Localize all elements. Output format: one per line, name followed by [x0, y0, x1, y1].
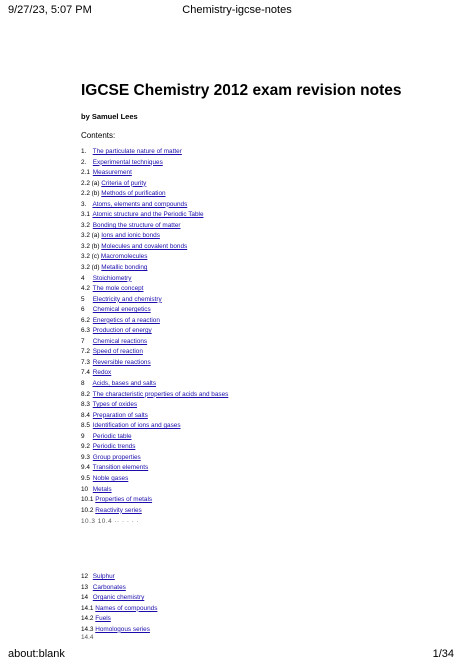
toc-item — [81, 274, 441, 285]
toc-item — [81, 400, 441, 411]
toc-item — [81, 453, 441, 464]
toc-item-number: 8.4 — [81, 411, 90, 419]
toc-item — [81, 506, 441, 517]
toc-item-number: 5 — [81, 295, 85, 303]
toc-item-link[interactable]: Bonding the structure of matter — [92, 221, 181, 229]
toc-item-link[interactable]: Transition elements — [92, 464, 149, 472]
toc-item-number: 9.3 — [81, 453, 90, 461]
toc-item-number: 4.2 — [81, 285, 90, 293]
toc-item — [81, 463, 441, 474]
toc-item-link[interactable]: Redox — [92, 369, 112, 377]
toc-item-link[interactable]: The mole concept — [92, 285, 144, 293]
toc-item-number: 2.2 (b) — [81, 190, 100, 198]
toc-item-number: 8.3 — [81, 401, 90, 409]
toc-item-link[interactable]: Reversible reactions — [92, 358, 151, 366]
toc-item-number: 1. — [81, 148, 87, 155]
table-of-contents-continued — [81, 572, 441, 635]
contents-heading: Contents: — [81, 131, 116, 140]
print-url: about:blank — [8, 648, 65, 660]
table-of-contents — [81, 147, 441, 516]
toc-item-number: 3.2 (b) — [81, 242, 100, 250]
toc-item-link[interactable]: Preparation of salts — [92, 411, 148, 419]
toc-item-number: 3. — [81, 200, 87, 208]
page-title: IGCSE Chemistry 2012 exam revision notes — [81, 82, 402, 99]
toc-item-number: 14.1 — [81, 604, 94, 612]
toc-item — [81, 337, 441, 348]
toc-item-number: 9.5 — [81, 474, 90, 482]
toc-item — [81, 305, 441, 316]
toc-item-link[interactable]: Group properties — [92, 453, 141, 461]
toc-item-number: 8 — [81, 380, 85, 388]
toc-item-number: 3.2 — [81, 221, 90, 229]
toc-item-link[interactable]: Criteria of purity — [101, 179, 147, 187]
toc-item — [81, 242, 441, 253]
toc-item-number: 6.3 — [81, 327, 90, 335]
toc-item-number: 2.1 — [81, 169, 90, 177]
toc-item — [81, 295, 441, 306]
toc-item — [81, 189, 441, 200]
toc-item-number: 14.2 — [81, 615, 94, 623]
toc-item — [81, 221, 441, 232]
toc-item — [81, 210, 441, 221]
toc-item-link[interactable]: Sulphur — [92, 573, 115, 580]
toc-item-number: 2. — [81, 158, 87, 166]
toc-item — [81, 358, 441, 369]
toc-item-number: 9.2 — [81, 443, 90, 451]
toc-item-link[interactable]: Molecules and covalent bonds — [101, 242, 188, 250]
toc-item-link[interactable]: Fuels — [95, 615, 111, 623]
toc-item-number: 4 — [81, 274, 85, 282]
toc-item-link[interactable]: Production of energy — [92, 327, 152, 335]
toc-item-link[interactable]: Measurement — [92, 169, 132, 177]
toc-item-number: 13 — [81, 583, 89, 591]
toc-item-link[interactable]: Macromolecules — [100, 253, 148, 261]
toc-item-link[interactable]: Reactivity series — [95, 506, 142, 514]
toc-item-number: 8.2 — [81, 390, 90, 398]
toc-item-number: 3.1 — [81, 211, 90, 219]
toc-item-link[interactable]: Periodic table — [92, 432, 132, 440]
toc-item — [81, 179, 441, 190]
toc-item — [81, 614, 441, 625]
toc-item-link[interactable]: Properties of metals — [95, 496, 153, 504]
toc-item — [81, 474, 441, 485]
toc-item-number: 12 — [81, 573, 89, 580]
toc-item — [81, 442, 441, 453]
toc-item-number: 7.3 — [81, 358, 90, 366]
toc-item-number: 3.2 (a) — [81, 232, 100, 240]
toc-item-link[interactable]: Ions and ionic bonds — [101, 232, 160, 240]
toc-item — [81, 147, 441, 158]
toc-item — [81, 390, 441, 401]
toc-item-link[interactable]: Stoichiometry — [92, 274, 132, 282]
toc-item — [81, 326, 441, 337]
toc-item — [81, 604, 441, 615]
toc-item — [81, 485, 441, 496]
toc-item-number: 9 — [81, 432, 85, 440]
toc-item — [81, 411, 441, 422]
toc-item — [81, 368, 441, 379]
page-counter: 1/34 — [432, 648, 454, 660]
toc-item — [81, 421, 441, 432]
print-document-title: Chemistry-igcse-notes — [182, 4, 292, 16]
toc-item-number: 6.2 — [81, 316, 90, 324]
toc-item-link[interactable]: Methods of purification — [101, 190, 166, 198]
toc-item-number: 7.4 — [81, 369, 90, 377]
toc-item — [81, 252, 441, 263]
toc-item-number: 7 — [81, 337, 85, 345]
toc-item-link[interactable]: Electricity and chemistry — [92, 295, 162, 303]
page-break-cut-text-bottom: 14.4 — [81, 634, 94, 641]
toc-item — [81, 168, 441, 179]
toc-item-number: 3.2 (c) — [81, 253, 100, 261]
toc-item — [81, 158, 441, 169]
toc-item — [81, 593, 441, 604]
toc-item-link[interactable]: Speed of reaction — [92, 348, 143, 356]
toc-item-link[interactable]: Homologous series — [95, 625, 150, 633]
toc-item — [81, 200, 441, 211]
toc-item — [81, 263, 441, 274]
toc-item — [81, 284, 441, 295]
author-line: by Samuel Lees — [81, 112, 138, 121]
page-break-cut-text: 10.3 10.4 ·· · · · · — [81, 518, 140, 525]
toc-item-number: 9.4 — [81, 464, 90, 472]
toc-item-link[interactable]: Metals — [92, 485, 112, 493]
toc-item-link[interactable]: Metallic bonding — [101, 264, 148, 272]
toc-item-link[interactable]: Experimental techniques — [92, 158, 163, 166]
print-datetime: 9/27/23, 5:07 PM — [8, 4, 92, 16]
toc-item — [81, 625, 441, 636]
toc-item-link[interactable]: Acids, bases and salts — [92, 380, 157, 388]
toc-item-link[interactable]: Atomic structure and the Periodic Table — [92, 211, 204, 219]
toc-item — [81, 572, 441, 583]
toc-item-number: 14.3 — [81, 625, 94, 633]
toc-item-link[interactable]: The particulate nature of matter — [92, 148, 182, 155]
toc-item-number: 6 — [81, 306, 85, 314]
toc-item-link[interactable]: Energetics of a reaction — [92, 316, 160, 324]
toc-item-link[interactable]: Types of oxides — [92, 401, 138, 409]
toc-item-link[interactable]: The characteristic properties of acids and bases — [92, 390, 229, 398]
toc-item-number: 8.5 — [81, 422, 90, 430]
toc-item — [81, 347, 441, 358]
toc-item-link[interactable]: Chemical energetics — [92, 306, 151, 314]
toc-item — [81, 231, 441, 242]
toc-item — [81, 495, 441, 506]
toc-item — [81, 379, 441, 390]
toc-item-number: 14 — [81, 594, 89, 602]
toc-item-link[interactable]: Atoms, elements and compounds — [92, 200, 188, 208]
toc-item-number: 10 — [81, 485, 89, 493]
toc-item-number: 7.2 — [81, 348, 90, 356]
toc-item-link[interactable]: Noble gases — [92, 474, 129, 482]
toc-item-number: 10.1 — [81, 496, 94, 504]
toc-item-link[interactable]: Periodic trends — [92, 443, 136, 451]
toc-item — [81, 583, 441, 594]
toc-item-link[interactable]: Chemical reactions — [92, 337, 148, 345]
toc-item-link[interactable]: Names of compounds — [95, 604, 158, 612]
toc-item-number: 2.2 (a) — [81, 179, 100, 187]
toc-item-number: 3.2 (d) — [81, 264, 100, 272]
toc-item — [81, 432, 441, 443]
toc-item-link[interactable]: Carbonates — [92, 583, 126, 591]
toc-item — [81, 316, 441, 327]
toc-item-number: 10.2 — [81, 506, 94, 514]
toc-item-link[interactable]: Identification of ions and gases — [92, 422, 181, 430]
toc-item-link[interactable]: Organic chemistry — [92, 594, 145, 602]
